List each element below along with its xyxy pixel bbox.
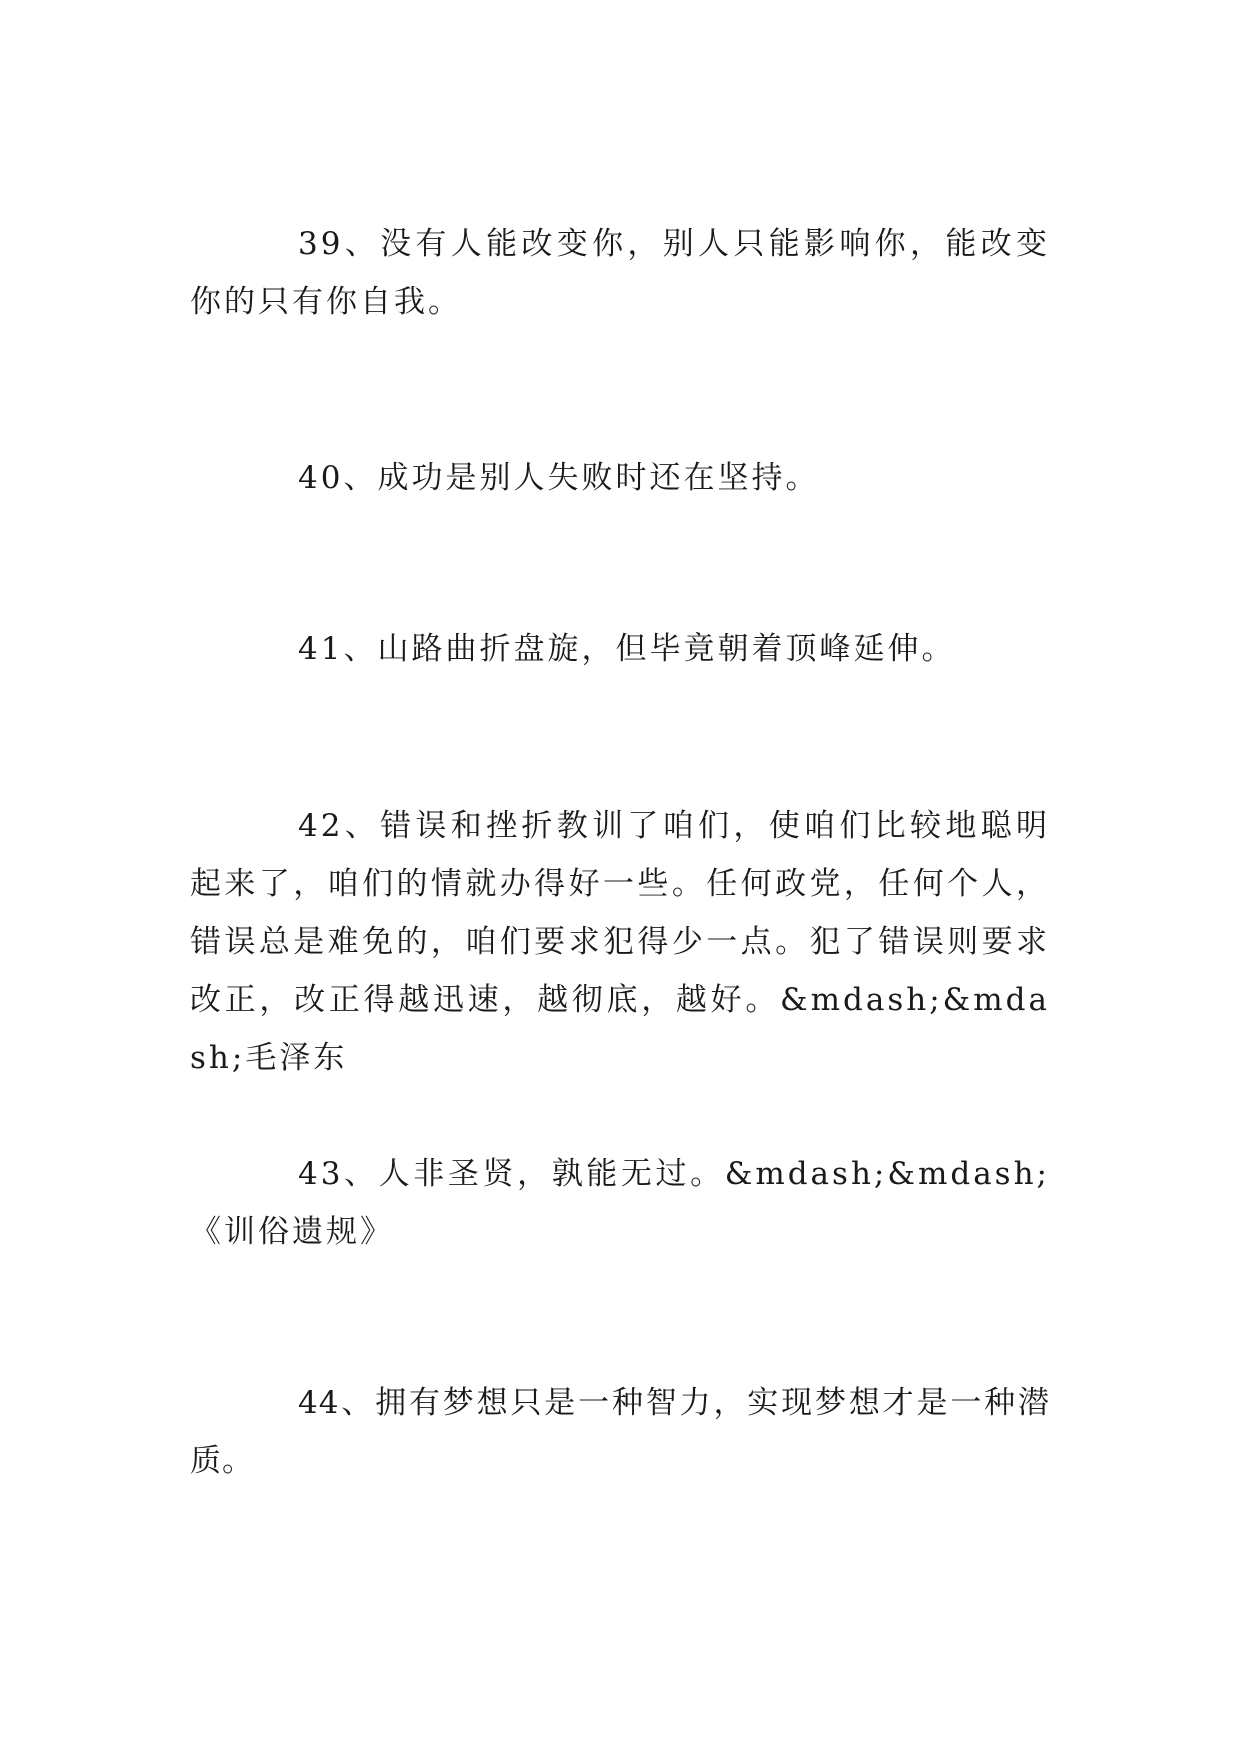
paragraph-43: 43、人非圣贤，孰能无过。&mdash;&mdash;《训俗遗规》 (190, 1156, 1050, 1250)
paragraph-39: 39、没有人能改变你，别人只能影响你，能改变你的只有你自我。 (190, 226, 1050, 320)
paragraph-40: 40、成功是别人失败时还在坚持。 (298, 460, 820, 496)
paragraph-42: 42、错误和挫折教训了咱们，使咱们比较地聪明起来了，咱们的情就办得好一些。任何政党，任何个人，错误总是难免的，咱们要求犯得少一点。犯了错误则要求改正，改正得越迅速，越彻底，越好。&mdash;&mdash;毛泽东 (190, 808, 1050, 1076)
paragraph-41: 41、山路曲折盘旋，但毕竟朝着顶峰延伸。 (298, 631, 956, 667)
paragraph-44: 44、拥有梦想只是一种智力，实现梦想才是一种潜质。 (190, 1385, 1050, 1479)
